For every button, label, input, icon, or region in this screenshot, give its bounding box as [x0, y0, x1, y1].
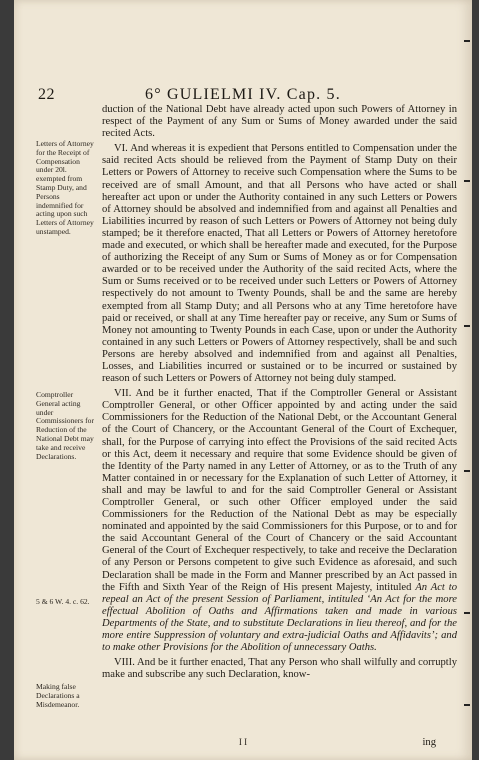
continuation-paragraph: duction of the National Debt have already acted upon such Powers of Attorney in respect of the Payment of any Sum or Sums of Money awarded under the said recited Acts.	[102, 104, 457, 140]
document-page	[14, 0, 472, 760]
section-vi: VI. And whereas it is expedient that Persons entitled to Compensation under the said recited Acts should be relieved from the Payment of Stamp Duty on their Letters or Powers of Attorney to receive such Compensation where the Sums to be received are of small Amount, and that all Persons who have acted or shall hereafter act upon or under the Authority contained in any such Letters or Powers of Attorney should be absolved and indemnified from and against all Penalties and Liabilities incurred by reason of such Letters or Powers of Attorney not being duly stamped; be it therefore enacted, That all Letters or Powers of Attorney heretofore made and executed, or which shall be hereafter made and executed, for the Purpose of authorizing the Receipt of any Sum or Sums of Money as or for Compensation awarded or to be received under the Authority of the said recited Acts, where the Sum or Sums received or to be received under such Letters or Powers of Attorney respectively do not amount to Twenty Pounds, shall be and the same are hereby exempted from all Stamp Duty; and all Persons who at any Time heretofore have paid or received, or shall at any Time hereafter pay or receive, any Sum or Sums of Money not amounting to Twenty Pounds in each Case, upon or under the Authority contained in any such Letters or Powers of Attorney respectively, shall be and such Persons are hereby absolved and indemnified from and against all Penalties, Losses, and Liabilities incurred or sustained or to be incurred or sustained by reason of such Letters or Powers of Attorney not being duly stamped.	[102, 143, 457, 385]
edge-mark	[464, 470, 470, 472]
section-vii-text: VII. And be it further enacted, That if the Comptroller General or Assistant Comptroller General, or other Officer appointed by and acting under the said Commissioners for the Reduction of the National Debt, or the Accountant General of the Court of Chancery, or the Accountant General of the Court of Exchequer, shall, for the Purpose of carrying into effect the Provisions of the said recited Acts or this Act, deem it necessary and require that some Evidence should be given of the Identity of the Party named in any Letter of Attorney, or as to the Truth of any Matter contained in or necessary for the Explanation of such Letter of Attorney, it shall and may be lawful to and for the said Comptroller General or Assistant Comptroller General, or such other Officer employed under the said Commissioners for the Reduction of the National Debt as may be especially nominated and appointed by the said Commissioners for this Purpose, or to and for the said Accountant General of the Court of Chancery or the said Accountant General of the Court of Exchequer respectively, to take and receive the Declaration of any Person or Persons competent to give such Evidence as aforesaid, and such Declaration shall be made in the Form and Manner prescribed by an Act passed in the Fifth and Sixth Year of the Reign of His present Majesty, intituled	[102, 388, 457, 593]
edge-mark	[464, 180, 470, 182]
section-viii: VIII. And be it further enacted, That any Person who shall wilfully and corruptly make and subscribe any such Declaration, know-	[102, 657, 457, 681]
statute-title-italic: An Act to repeal an Act of the present Session of Parliament, intituled ‘An Act for the more effectual Abolition of Oaths and Affirmations taken and made in various Departments of the State, and to substitute Declarations in lieu thereof, and for the more entire Suppression of voluntary and extra-judicial Oaths and Affidavits’; and to make other Provisions for the Abolition of unnecessary Oaths.	[102, 581, 457, 654]
signature-mark: I I	[238, 737, 248, 747]
margin-note-comptroller-general: Comptroller General acting under Commissioners for Reduction of the National Debt may take and receive Declarations.	[36, 390, 95, 461]
body-text	[102, 104, 457, 681]
margin-note-letters-of-attorney: Letters of Attorney for the Receipt of Compensation under 20l. exempted from Stamp Duty, and Persons indemnified for acting upon such Letters of Attorney unstamped.	[36, 139, 94, 236]
catchword: ing	[422, 737, 436, 748]
running-title: 6° GULIELMI IV. Cap. 5.	[145, 86, 341, 103]
page-edge-marks	[458, 0, 472, 760]
edge-mark	[464, 325, 470, 327]
margin-note-false-declarations: Making false Declarations a Misdemeanor.	[36, 682, 80, 709]
edge-mark	[464, 704, 470, 706]
margin-note-statute-reference: 5 & 6 W. 4. c. 62.	[36, 597, 90, 606]
edge-mark	[464, 612, 470, 614]
section-vii	[102, 388, 457, 654]
edge-mark	[464, 40, 470, 42]
page-number: 22	[38, 86, 55, 103]
